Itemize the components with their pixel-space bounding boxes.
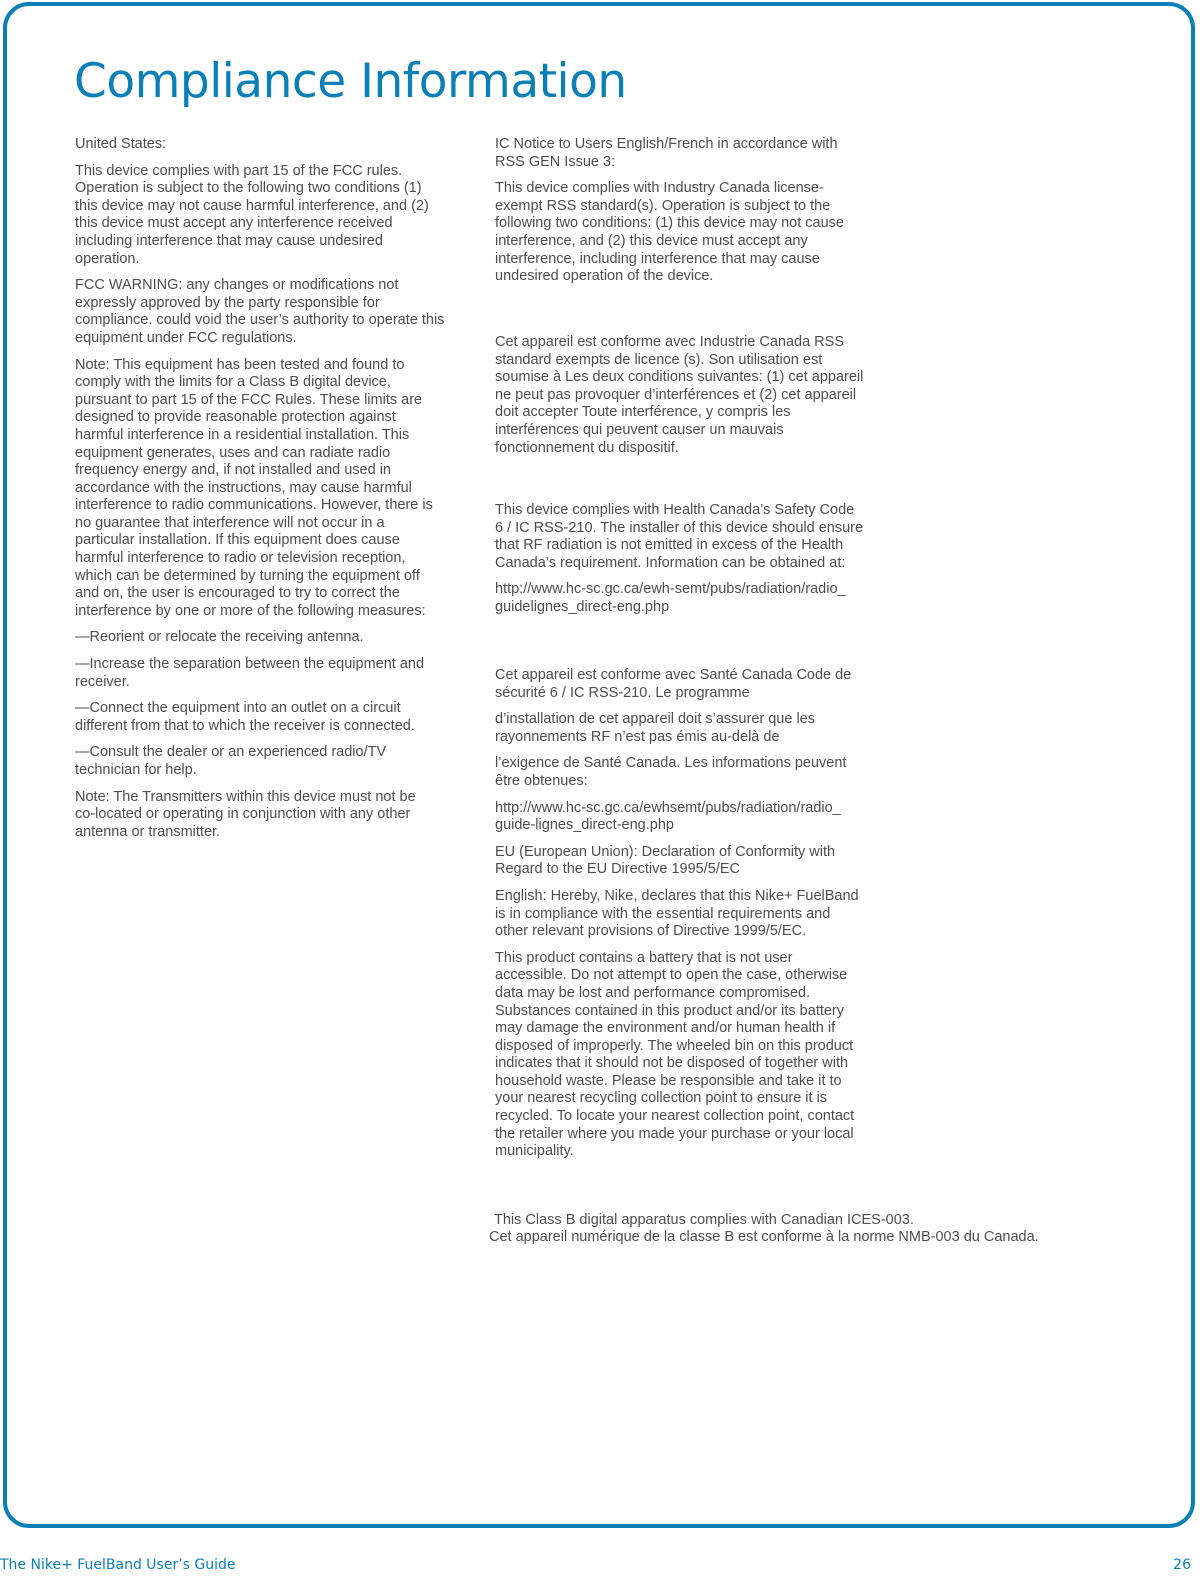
eu-english-declaration: English: Hereby, Nike, declares that this Nike+ FuelBand is in compliance with the essential requirements and other relevant provisions of Directive 1999/5/EC. (495, 887, 859, 940)
health-canada-fr-url: http://www.hc-sc.gc.ca/ewhsemt/pubs/radiation/radio_ guide-lignes_direct-eng.php (495, 799, 841, 834)
us-heading: United States: (75, 136, 167, 152)
measure-reorient: —Reorient or relocate the receiving antenna. (75, 629, 364, 646)
footer-guide-title: The Nike+ FuelBand User’s Guide (0, 1557, 236, 1573)
health-canada-en-paragraph: This device complies with Health Canada’s Safety Code 6 / IC RSS-210. The installer of this device should ensure that RF radiation is not emitted in excess of the Health Canada’s requirement. Information can be obtained at: (495, 502, 864, 571)
health-canada-en-url: http://www.hc-sc.gc.ca/ewh-semt/pubs/radiation/radio_ guidelignes_direct-eng.php (495, 581, 846, 615)
ic-french-block (495, 334, 895, 457)
health-canada-en-block (495, 502, 895, 617)
right-column-top (495, 136, 895, 286)
ic-french-paragraph: Cet appareil est conforme avec Industrie Canada RSS standard exempts de licence (s). Son utilisation est soumise à Les deux conditions suivantes: (1) cet appareil ne peut pas provoquer d’interférences et (2) cet appareil doit accepter Toute interférence, y compris les interférences qui peuvent causer un mauvais fonctionnement du dispositif. (495, 334, 864, 456)
ices-english: This Class B digital apparatus complies with Canadian ICES-003. (494, 1212, 914, 1228)
transmitter-note: Note: The Transmitters within this device must not be co-located or operating in conjunction with any other antenna or transmitter. (75, 788, 416, 840)
health-canada-fr-3: l’exigence de Santé Canada. Les informations peuvent être obtenues: (495, 755, 847, 789)
health-canada-fr-block (495, 667, 895, 1161)
measure-consult: —Consult the dealer or an experienced radio/TV technician for help. (75, 744, 387, 778)
health-canada-fr-1: Cet appareil est conforme avec Santé Canada Code de sécurité 6 / IC RSS-210. Le programme (495, 667, 852, 701)
eu-heading: EU (European Union): Declaration of Conformity with Regard to the EU Directive 1995/5/EC (495, 843, 836, 878)
fcc-warning-paragraph: FCC WARNING: any changes or modifications not expressly approved by the party responsible for compliance. could void the user’s authority to operate this equipment under FCC regulations. (75, 277, 445, 346)
ices-block (494, 1212, 1054, 1230)
footer-page-number: 26 (1173, 1557, 1191, 1573)
class-b-note-paragraph: Note: This equipment has been tested and found to comply with the limits for a Class B digital device, pursuant to part 15 of the FCC Rules. These limits are designed to provide reasonable protection against harmful interference in a residential installation. This equipment generates, uses and can radiate radio frequency energy and, if not installed and used in accordance with the instructions, may cause harmful interference to radio communications. However, there is no guarantee that interference will not occur in a particular installation. If this equipment does cause harmful interference to radio or television reception, which can be determined by turning the equipment off and on, the user is encouraged to try to correct the interference by one or more of the following measures: (75, 356, 433, 619)
battery-paragraph: This product contains a battery that is not user accessible. Do not attempt to open the case, otherwise data may be lost and performance compromised. Substances contained in this product and/or its battery may damage the environment and/or human health if disposed of improperly. The wheeled bin on this product indicates that it should not be disposed of together with household waste. Please be responsible and take it to your nearest recycling collection point to ensure it is recycled. To locate your nearest collection point, contact the retailer where you made your purchase or your local municipality. (495, 949, 855, 1160)
ices-french: Cet appareil numérique de la classe B est conforme à la norme NMB-003 du Canada. (489, 1229, 1039, 1245)
measure-outlet: —Connect the equipment into an outlet on a circuit different from that to which the receiver is connected. (75, 700, 415, 734)
fcc-part15-paragraph: This device complies with part 15 of the FCC rules. Operation is subject to the following two conditions (1) this device may not cause harmful interference, and (2) this device must accept any interference received including interference that may cause undesired operation. (75, 162, 429, 267)
ices-french-block (489, 1229, 1089, 1247)
page-title: Compliance Information (74, 54, 627, 109)
measure-separation: —Increase the separation between the equipment and receiver. (75, 656, 425, 690)
left-column (75, 136, 460, 841)
ic-heading: IC Notice to Users English/French in accordance with RSS GEN Issue 3: (495, 136, 838, 170)
health-canada-fr-2: d’installation de cet appareil doit s’assurer que les rayonnements RF n’est pas émis au-delà de (495, 711, 815, 745)
ic-english-paragraph: This device complies with Industry Canada license- exempt RSS standard(s). Operation is subject to the following two conditions: (1) this device may not cause interference, and (2) this device must accept any interference, including interference that may cause undesired operation of the device. (495, 180, 844, 285)
